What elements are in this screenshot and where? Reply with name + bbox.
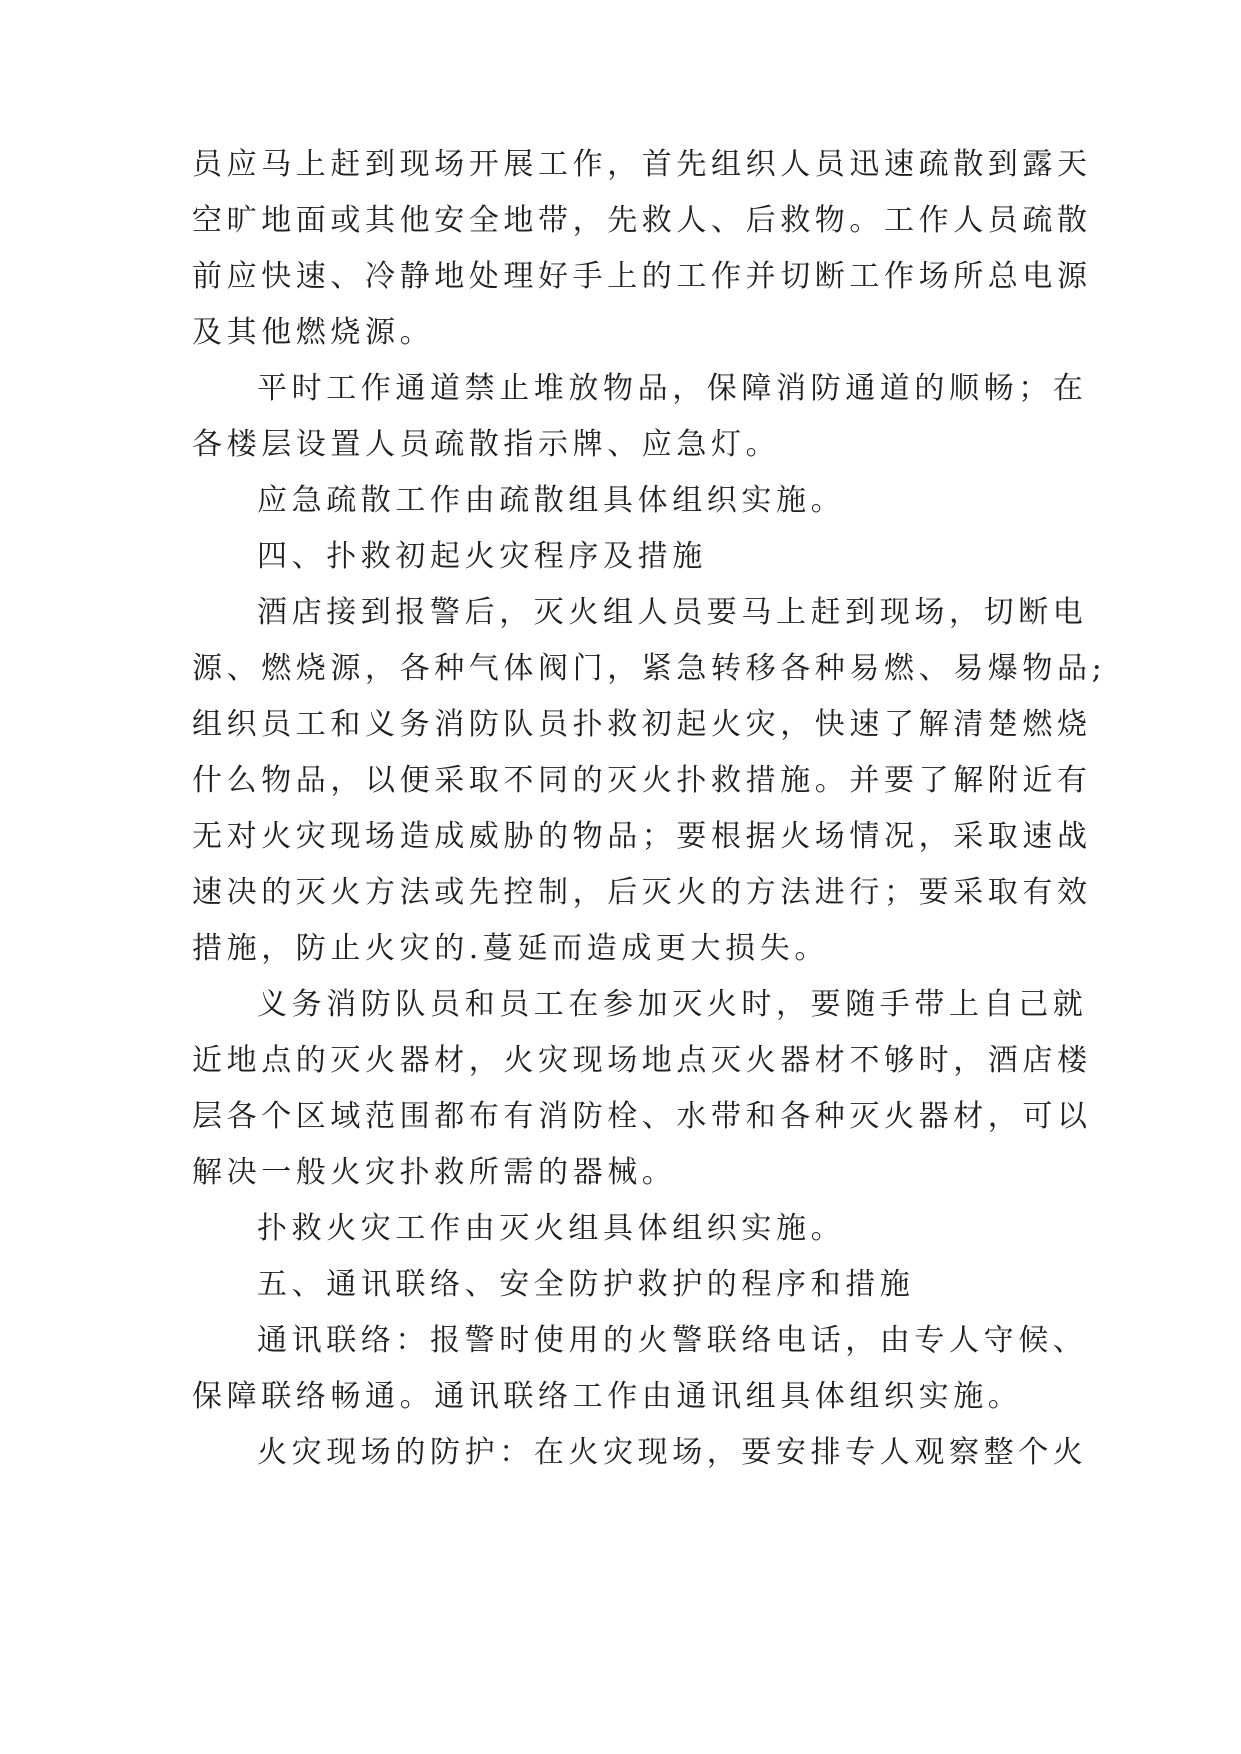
section-heading: 四、扑救初起火灾程序及措施 (257, 539, 707, 574)
paragraph-first-line: 义务消防队员和员工在参加灭火时，要随手带上自己就 (257, 987, 1088, 1022)
text-line: 前应快速、冷静地处理好手上的工作并切断工作场所总电源 (192, 259, 1092, 294)
text-line: 各楼层设置人员疏散指示牌、应急灯。 (192, 427, 781, 462)
text-line: 层各个区域范围都布有消防栓、水带和各种灭火器材，可以 (192, 1099, 1092, 1134)
section-heading: 五、通讯联络、安全防护救护的程序和措施 (257, 1267, 915, 1302)
text-line: 保障联络畅通。通讯联络工作由通讯组具体组织实施。 (192, 1379, 1023, 1414)
text-line: 近地点的灭火器材，火灾现场地点灭火器材不够时，酒店楼 (192, 1043, 1092, 1078)
paragraph-first-line: 酒店接到报警后，灭火组人员要马上赶到现场，切断电 (257, 595, 1088, 630)
text-line: 组织员工和义务消防队员扑救初起火灾，快速了解清楚燃烧 (192, 707, 1092, 742)
text-line: 空旷地面或其他安全地带，先救人、后救物。工作人员疏散 (192, 203, 1092, 238)
paragraph-first-line: 扑救火灾工作由灭火组具体组织实施。 (257, 1211, 846, 1246)
paragraph-first-line: 火灾现场的防护：在火灾现场，要安排专人观察整个火 (257, 1435, 1088, 1470)
paragraph-first-line: 平时工作通道禁止堆放物品，保障消防通道的顺畅；在 (257, 371, 1088, 406)
text-line: 无对火灾现场造成威胁的物品；要根据火场情况，采取速战 (192, 819, 1092, 854)
text-line: 解决一般火灾扑救所需的器械。 (192, 1155, 677, 1190)
text-line: 源、燃烧源，各种气体阀门，紧急转移各种易燃、易爆物品; (192, 651, 1107, 686)
text-line: 措施，防止火灾的.蔓延而造成更大损失。 (192, 931, 829, 966)
text-line: 速决的灭火方法或先控制，后灭火的方法进行；要采取有效 (192, 875, 1092, 910)
paragraph-first-line: 应急疏散工作由疏散组具体组织实施。 (257, 483, 846, 518)
text-line: 及其他燃烧源。 (192, 315, 435, 350)
paragraph-first-line: 通讯联络：报警时使用的火警联络电话，由专人守候、 (257, 1323, 1088, 1358)
text-line: 什么物品，以便采取不同的灭火扑救措施。并要了解附近有 (192, 763, 1092, 798)
text-line: 员应马上赶到现场开展工作，首先组织人员迅速疏散到露天 (192, 147, 1092, 182)
